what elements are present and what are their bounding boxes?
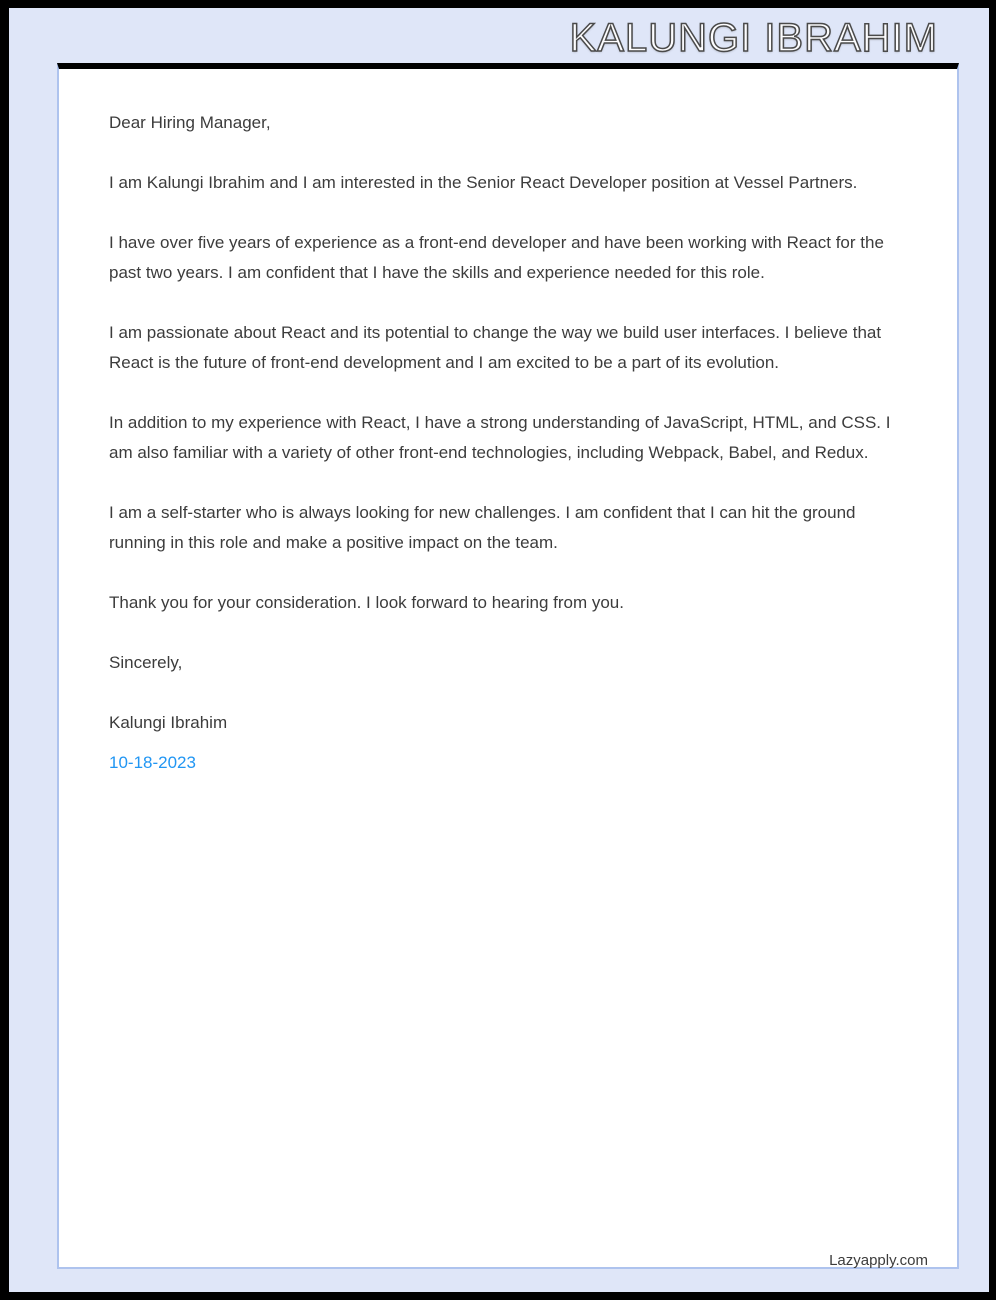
- letter-paragraph: I am passionate about React and its potential to change the way we build user interfaces. I believe that React is the future of front-end development and I am excited to be a part of its evolution.: [109, 323, 882, 372]
- letter-paragraph: I am a self-starter who is always looking for new challenges. I am confident that I can hit the ground running in this role and make a positive impact on the team.: [109, 503, 856, 552]
- header-candidate-name: KALUNGI IBRAHIM: [569, 16, 938, 60]
- signature-name: Kalungi Ibrahim: [109, 713, 228, 732]
- lazyapply-watermark: Lazyapply.com: [829, 1252, 928, 1269]
- letter-body: [59, 69, 957, 778]
- cover-letter-page: [57, 63, 959, 1269]
- letter-paragraph: Thank you for your consideration. I look forward to hearing from you.: [109, 593, 624, 612]
- document-canvas: [9, 8, 989, 1292]
- letter-paragraph: I am Kalungi Ibrahim and I am interested in the Senior React Developer position at Vessel Partners.: [109, 173, 858, 192]
- letter-closing: Sincerely,: [109, 653, 183, 672]
- letter-paragraph: In addition to my experience with React, I have a strong understanding of JavaScript, HTML, and CSS. I am also familiar with a variety of other front-end technologies, including Webpack, Babel, and Redux.: [109, 413, 891, 462]
- letter-salutation: Dear Hiring Manager,: [109, 113, 271, 132]
- letter-date: 10-18-2023: [109, 753, 196, 772]
- letter-paragraph: I have over five years of experience as a front-end developer and have been working with React for the past two years. I am confident that I have the skills and experience needed for this role.: [109, 233, 884, 282]
